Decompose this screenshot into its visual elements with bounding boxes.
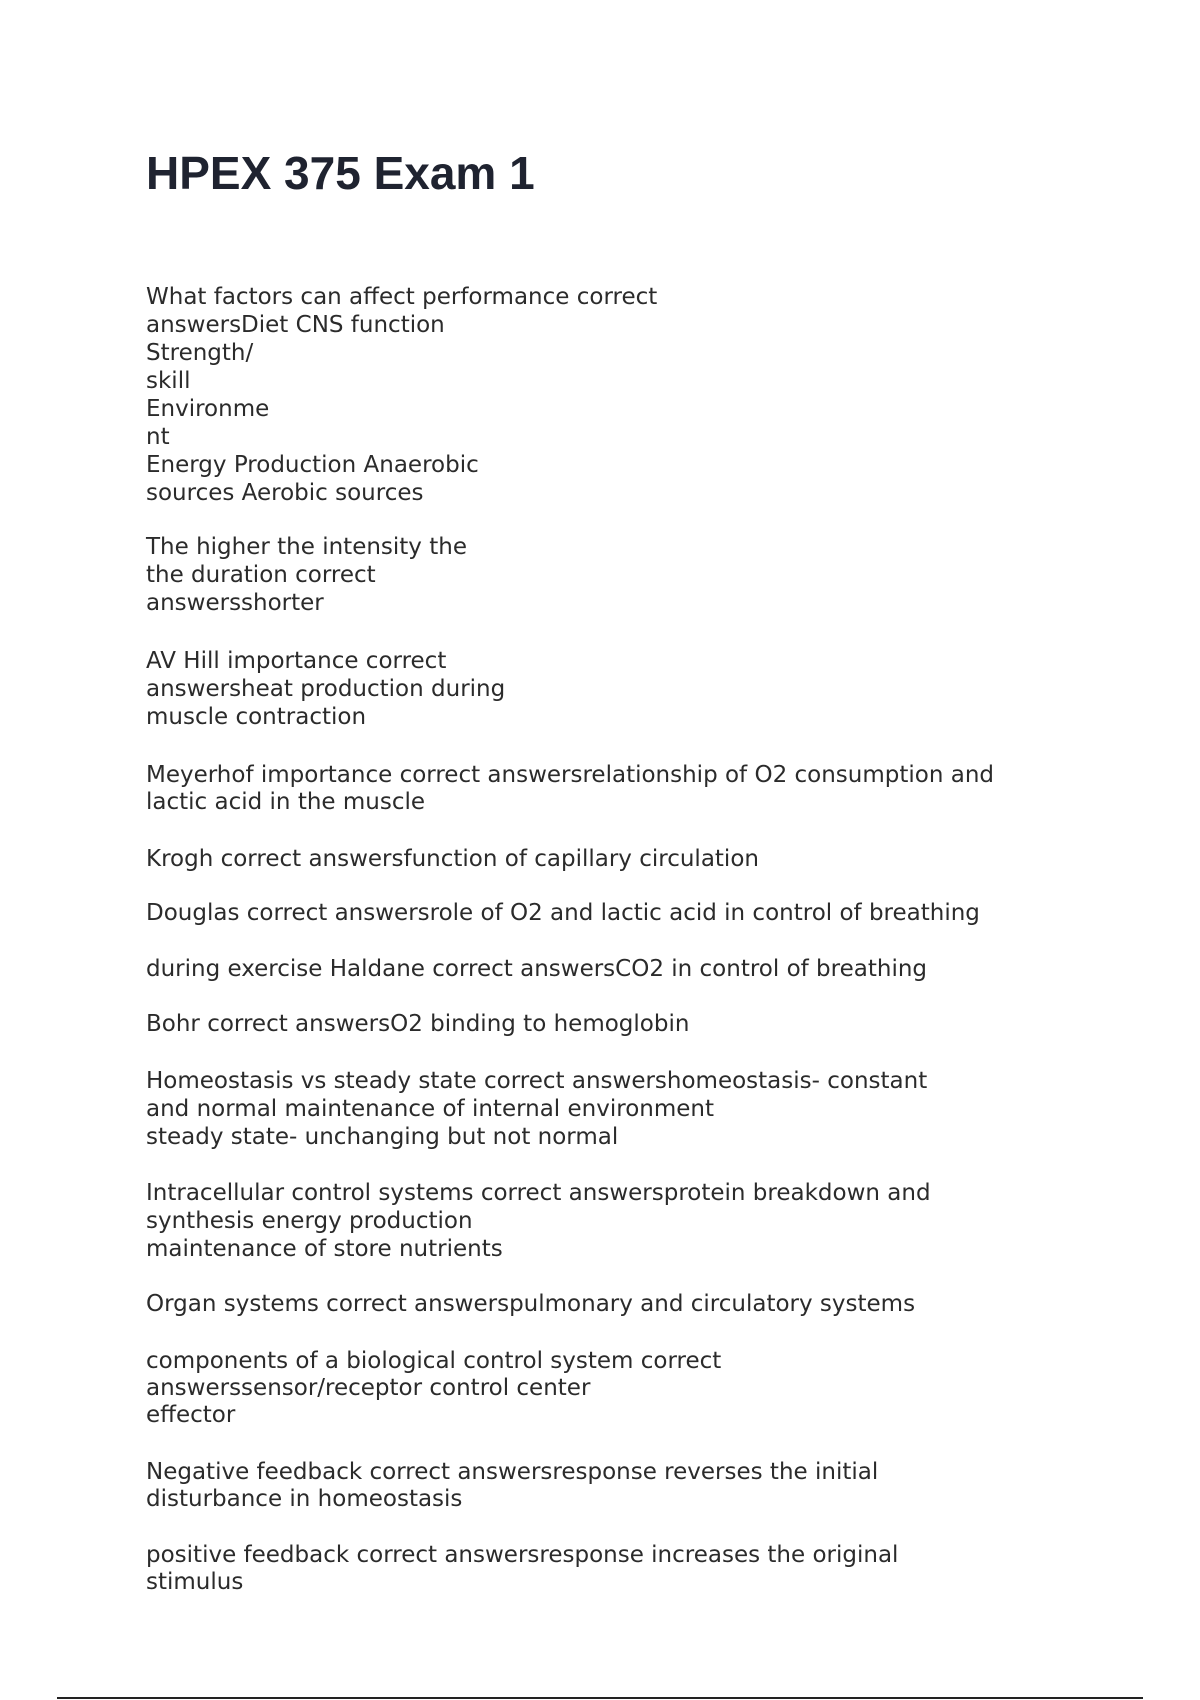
qa-line: and normal maintenance of internal environment xyxy=(146,1096,714,1122)
qa-line: The higher the intensity the xyxy=(146,534,467,560)
qa-line: stimulus xyxy=(146,1569,244,1595)
qa-line: What factors can affect performance correct xyxy=(146,284,658,310)
qa-entry xyxy=(146,1179,931,1263)
qa-entry xyxy=(146,1542,898,1596)
qa-line: Strength/ xyxy=(146,340,254,366)
qa-entry xyxy=(146,647,505,731)
qa-entry xyxy=(146,845,759,873)
qa-line: Douglas correct answersrole of O2 and lactic acid in control of breathing xyxy=(146,900,980,926)
qa-line: components of a biological control system correct xyxy=(146,1348,722,1374)
qa-line: skill xyxy=(146,368,191,394)
qa-line: muscle contraction xyxy=(146,704,367,730)
qa-line: answerssensor/receptor control center xyxy=(146,1375,591,1401)
qa-line: synthesis energy production xyxy=(146,1208,473,1234)
qa-line: Environme xyxy=(146,396,270,422)
qa-line: AV Hill importance correct xyxy=(146,648,447,674)
qa-line: Energy Production Anaerobic xyxy=(146,452,479,478)
qa-line: Krogh correct answersfunction of capillary circulation xyxy=(146,846,759,872)
qa-entry xyxy=(146,1348,721,1429)
qa-line: effector xyxy=(146,1402,236,1428)
qa-line: answersheat production during xyxy=(146,676,506,702)
qa-line: Negative feedback correct answersresponse reverses the initial xyxy=(146,1459,879,1485)
qa-line: answersDiet CNS function xyxy=(146,312,445,338)
qa-entry xyxy=(146,762,994,816)
qa-line: steady state- unchanging but not normal xyxy=(146,1124,619,1150)
page-title: HPEX 375 Exam 1 xyxy=(146,147,535,199)
qa-entry xyxy=(146,899,980,927)
qa-line: the duration correct xyxy=(146,562,376,588)
qa-line: Organ systems correct answerspulmonary and circulatory systems xyxy=(146,1291,916,1317)
qa-entry xyxy=(146,1067,927,1151)
qa-entry xyxy=(146,955,927,983)
qa-line: positive feedback correct answersresponse increases the original xyxy=(146,1542,899,1568)
qa-entry xyxy=(146,1010,689,1038)
qa-line: Meyerhof importance correct answersrelationship of O2 consumption and xyxy=(146,762,995,788)
qa-line: nt xyxy=(146,424,170,450)
qa-line: lactic acid in the muscle xyxy=(146,789,426,815)
qa-line: Homeostasis vs steady state correct answershomeostasis- constant xyxy=(146,1068,928,1094)
qa-entry xyxy=(146,1290,915,1318)
qa-line: answersshorter xyxy=(146,590,324,616)
qa-line: Intracellular control systems correct answersprotein breakdown and xyxy=(146,1180,931,1206)
qa-line: disturbance in homeostasis xyxy=(146,1486,463,1512)
qa-entry xyxy=(146,283,657,507)
qa-line: maintenance of store nutrients xyxy=(146,1236,503,1262)
qa-line: during exercise Haldane correct answersCO2 in control of breathing xyxy=(146,956,928,982)
qa-entry xyxy=(146,533,467,617)
footer-divider xyxy=(57,1697,1143,1699)
qa-line: sources Aerobic sources xyxy=(146,480,424,506)
qa-entry xyxy=(146,1459,878,1513)
qa-line: Bohr correct answersO2 binding to hemoglobin xyxy=(146,1011,690,1037)
